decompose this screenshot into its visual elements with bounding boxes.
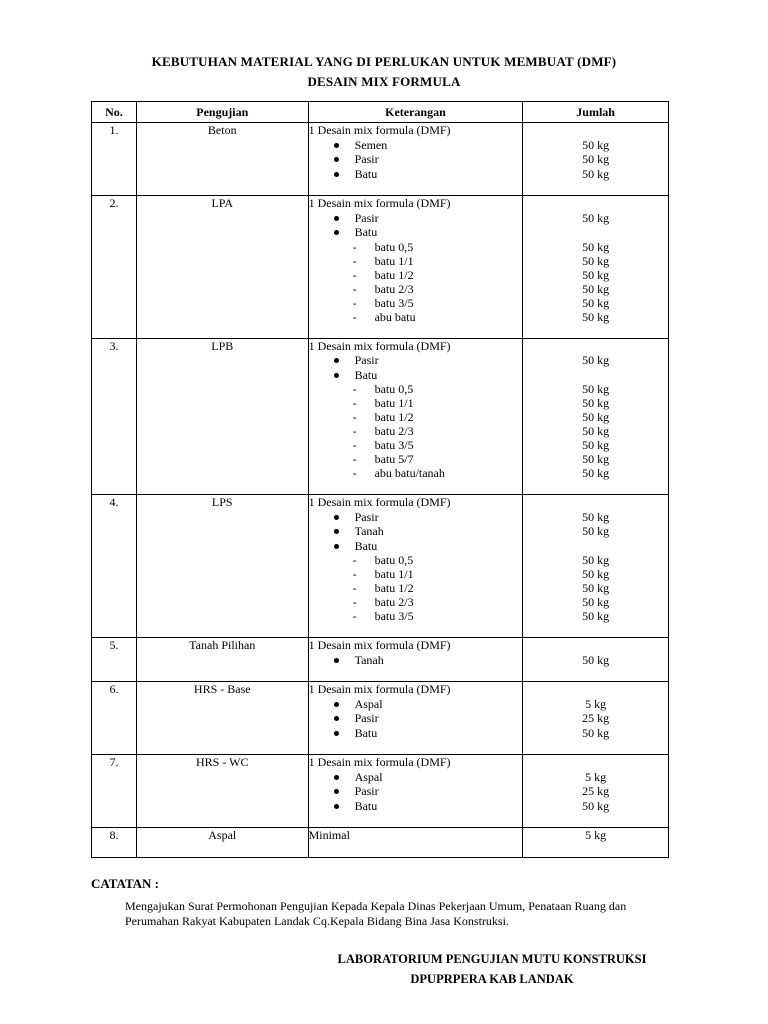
quantity-value: 50 kg xyxy=(582,553,610,567)
table-row xyxy=(92,123,669,196)
row-number: 2. xyxy=(92,196,137,339)
quantity-value xyxy=(523,539,668,554)
row-pengujian: Tanah Pilihan xyxy=(136,638,308,682)
material-bullet-item: Batu xyxy=(309,368,523,383)
quantity-value xyxy=(523,339,668,354)
row-pengujian: LPA xyxy=(136,196,308,339)
row-spacer xyxy=(309,181,523,195)
row-spacer xyxy=(523,740,668,754)
row-spacer xyxy=(309,623,523,637)
row-pengujian: Beton xyxy=(136,123,308,196)
lab-name: LABORATORIUM PENGUJIAN MUTU KONSTRUKSI xyxy=(337,952,647,966)
row-keterangan xyxy=(308,638,523,682)
material-sub-item: - batu 1/1 xyxy=(309,254,523,268)
material-sub-item: - batu 3/5 xyxy=(309,609,523,623)
row-keterangan xyxy=(308,682,523,755)
row-number: 4. xyxy=(92,495,137,638)
keterangan-lead: 1 Desain mix formula (DMF) xyxy=(308,123,451,137)
quantity-value xyxy=(523,123,668,138)
material-sub-item: - batu 2/3 xyxy=(309,282,523,296)
row-keterangan xyxy=(308,123,523,196)
row-spacer xyxy=(523,813,668,827)
material-bullet-item: Batu xyxy=(309,225,523,240)
table-row xyxy=(92,338,669,495)
row-number: 3. xyxy=(92,338,137,495)
quantity-value: 25 kg xyxy=(582,784,610,798)
header-keterangan: Keterangan xyxy=(308,102,523,123)
quantity-value: 50 kg xyxy=(582,725,610,740)
material-bullet-item: Tanah xyxy=(309,524,523,539)
row-jumlah xyxy=(523,338,669,495)
quantity-value: 5 kg xyxy=(585,769,607,784)
quantity-value: 25 kg xyxy=(582,711,610,725)
row-jumlah xyxy=(523,196,669,339)
quantity-value: 50 kg xyxy=(582,609,610,623)
row-spacer xyxy=(523,667,668,681)
quantity-value: 50 kg xyxy=(582,524,610,538)
material-sub-item: - batu 0,5 xyxy=(309,553,523,567)
material-sub-item: - batu 5/7 xyxy=(309,452,523,466)
material-bullet-item: Pasir xyxy=(309,510,523,525)
quantity-value: 50 kg xyxy=(582,353,610,367)
material-bullet-item: Batu xyxy=(309,539,523,554)
material-bullet-item: Aspal xyxy=(309,697,523,712)
row-number: 5. xyxy=(92,638,137,682)
row-pengujian: HRS - WC xyxy=(136,755,308,828)
keterangan-lead: 1 Desain mix formula (DMF) xyxy=(308,338,451,353)
row-keterangan xyxy=(308,755,523,828)
row-spacer xyxy=(523,623,668,637)
quantity-value: 50 kg xyxy=(582,567,610,581)
row-jumlah xyxy=(523,755,669,828)
document-title: KEBUTUHAN MATERIAL YANG DI PERLUKAN UNTUK MEMBUAT (DMF) xyxy=(151,54,617,69)
material-sub-item: - abu batu xyxy=(309,310,523,324)
table-body xyxy=(92,123,669,858)
table-row xyxy=(92,755,669,828)
row-keterangan xyxy=(308,196,523,339)
quantity-value: 50 kg xyxy=(582,267,610,282)
quantity-value xyxy=(523,495,668,510)
material-sub-item: - batu 3/5 xyxy=(309,296,523,310)
keterangan-lead: 1 Desain mix formula (DMF) xyxy=(308,755,451,769)
quantity-value: 50 kg xyxy=(582,253,610,268)
quantity-value: 50 kg xyxy=(582,798,610,813)
material-sub-item: - batu 1/1 xyxy=(309,567,523,581)
row-spacer xyxy=(309,843,523,857)
table-row xyxy=(92,828,669,858)
row-spacer xyxy=(523,324,668,338)
table-header-row xyxy=(92,102,669,123)
quantity-value: 50 kg xyxy=(582,396,610,410)
table-row xyxy=(92,495,669,638)
material-sub-item: - batu 0,5 xyxy=(309,382,523,396)
quantity-value: 50 kg xyxy=(582,581,610,595)
material-sub-item: - batu 2/3 xyxy=(309,595,523,609)
quantity-value: 50 kg xyxy=(582,509,610,524)
row-number: 8. xyxy=(92,828,137,858)
quantity-value: 50 kg xyxy=(582,210,610,225)
material-bullet-item: Tanah xyxy=(309,653,523,668)
material-sub-item: - batu 1/1 xyxy=(309,396,523,410)
material-table xyxy=(91,101,669,858)
header-jumlah: Jumlah xyxy=(523,102,669,123)
quantity-value: 50 kg xyxy=(582,166,610,181)
row-jumlah xyxy=(523,682,669,755)
row-spacer xyxy=(523,480,668,494)
quantity-value: 50 kg xyxy=(582,137,610,152)
quantity-value xyxy=(523,638,668,653)
quantity-value: 50 kg xyxy=(582,652,610,667)
quantity-value: 50 kg xyxy=(582,466,610,480)
row-spacer xyxy=(523,843,668,857)
material-bullet-item: Batu xyxy=(309,167,523,182)
material-bullet-item: Semen xyxy=(309,138,523,153)
row-number: 7. xyxy=(92,755,137,828)
keterangan-lead: 1 Desain mix formula (DMF) xyxy=(308,682,451,696)
quantity-value: 50 kg xyxy=(582,295,610,310)
row-spacer xyxy=(309,667,523,681)
row-number: 6. xyxy=(92,682,137,755)
table-row xyxy=(92,682,669,755)
keterangan-lead: Minimal xyxy=(308,828,350,842)
material-bullet-item: Batu xyxy=(309,726,523,741)
material-sub-item: - batu 3/5 xyxy=(309,438,523,452)
header-no: No. xyxy=(92,102,137,123)
catatan-heading: CATATAN : xyxy=(91,876,160,891)
row-number: 1. xyxy=(92,123,137,196)
row-pengujian: LPS xyxy=(136,495,308,638)
row-pengujian: Aspal xyxy=(136,828,308,858)
catatan-text: Mengajukan Surat Permohonan Pengujian Kepada Kepala Dinas Pekerjaan Umum, Penataan Ruang dan Perumahan Rakyat Kabupaten Landak Cq.Kepala Bidang Bina Jasa Konstruksi. xyxy=(125,899,627,928)
material-bullet-item: Pasir xyxy=(309,211,523,226)
row-spacer xyxy=(309,324,523,338)
lab-office: DPUPRPERA KAB LANDAK xyxy=(410,972,574,986)
quantity-value xyxy=(523,368,668,383)
header-pengujian: Pengujian xyxy=(136,102,308,123)
row-spacer xyxy=(523,181,668,195)
material-bullet-item: Pasir xyxy=(309,152,523,167)
table-row xyxy=(92,638,669,682)
quantity-value: 5 kg xyxy=(585,696,607,711)
row-pengujian: HRS - Base xyxy=(136,682,308,755)
material-bullet-item: Pasir xyxy=(309,353,523,368)
quantity-value: 50 kg xyxy=(582,382,610,396)
quantity-value xyxy=(523,682,668,697)
material-sub-item: - batu 2/3 xyxy=(309,424,523,438)
quantity-value: 5 kg xyxy=(585,828,607,842)
row-jumlah xyxy=(523,495,669,638)
material-bullet-item: Aspal xyxy=(309,770,523,785)
material-bullet-item: Pasir xyxy=(309,711,523,726)
row-jumlah xyxy=(523,828,669,858)
material-sub-item: - batu 0,5 xyxy=(309,240,523,254)
row-jumlah xyxy=(523,123,669,196)
row-keterangan xyxy=(308,495,523,638)
quantity-value: 50 kg xyxy=(582,438,610,452)
keterangan-lead: 1 Desain mix formula (DMF) xyxy=(308,495,451,509)
material-sub-item: - batu 1/2 xyxy=(309,410,523,424)
table-row xyxy=(92,196,669,339)
row-spacer xyxy=(309,813,523,827)
material-sub-item: - batu 1/2 xyxy=(309,581,523,595)
keterangan-lead: 1 Desain mix formula (DMF) xyxy=(308,196,451,210)
row-spacer xyxy=(309,740,523,754)
quantity-value: 50 kg xyxy=(582,309,610,324)
row-spacer xyxy=(309,480,523,494)
quantity-value: 50 kg xyxy=(582,424,610,438)
document-subtitle: DESAIN MIX FORMULA xyxy=(307,74,461,89)
quantity-value: 50 kg xyxy=(582,239,610,254)
material-sub-item: - abu batu/tanah xyxy=(309,466,523,480)
material-sub-item: - batu 1/2 xyxy=(309,268,523,282)
quantity-value: 50 kg xyxy=(582,595,610,609)
row-pengujian: LPB xyxy=(136,338,308,495)
row-keterangan xyxy=(308,828,523,858)
keterangan-lead: 1 Desain mix formula (DMF) xyxy=(308,638,451,652)
quantity-value: 50 kg xyxy=(582,152,610,166)
material-bullet-item: Pasir xyxy=(309,784,523,799)
row-keterangan xyxy=(308,338,523,495)
quantity-value xyxy=(523,196,668,211)
quantity-value xyxy=(523,225,668,240)
quantity-value: 50 kg xyxy=(582,410,610,424)
quantity-value xyxy=(523,755,668,770)
material-bullet-item: Batu xyxy=(309,799,523,814)
quantity-value: 50 kg xyxy=(582,452,610,466)
row-jumlah xyxy=(523,638,669,682)
quantity-value: 50 kg xyxy=(582,281,610,296)
